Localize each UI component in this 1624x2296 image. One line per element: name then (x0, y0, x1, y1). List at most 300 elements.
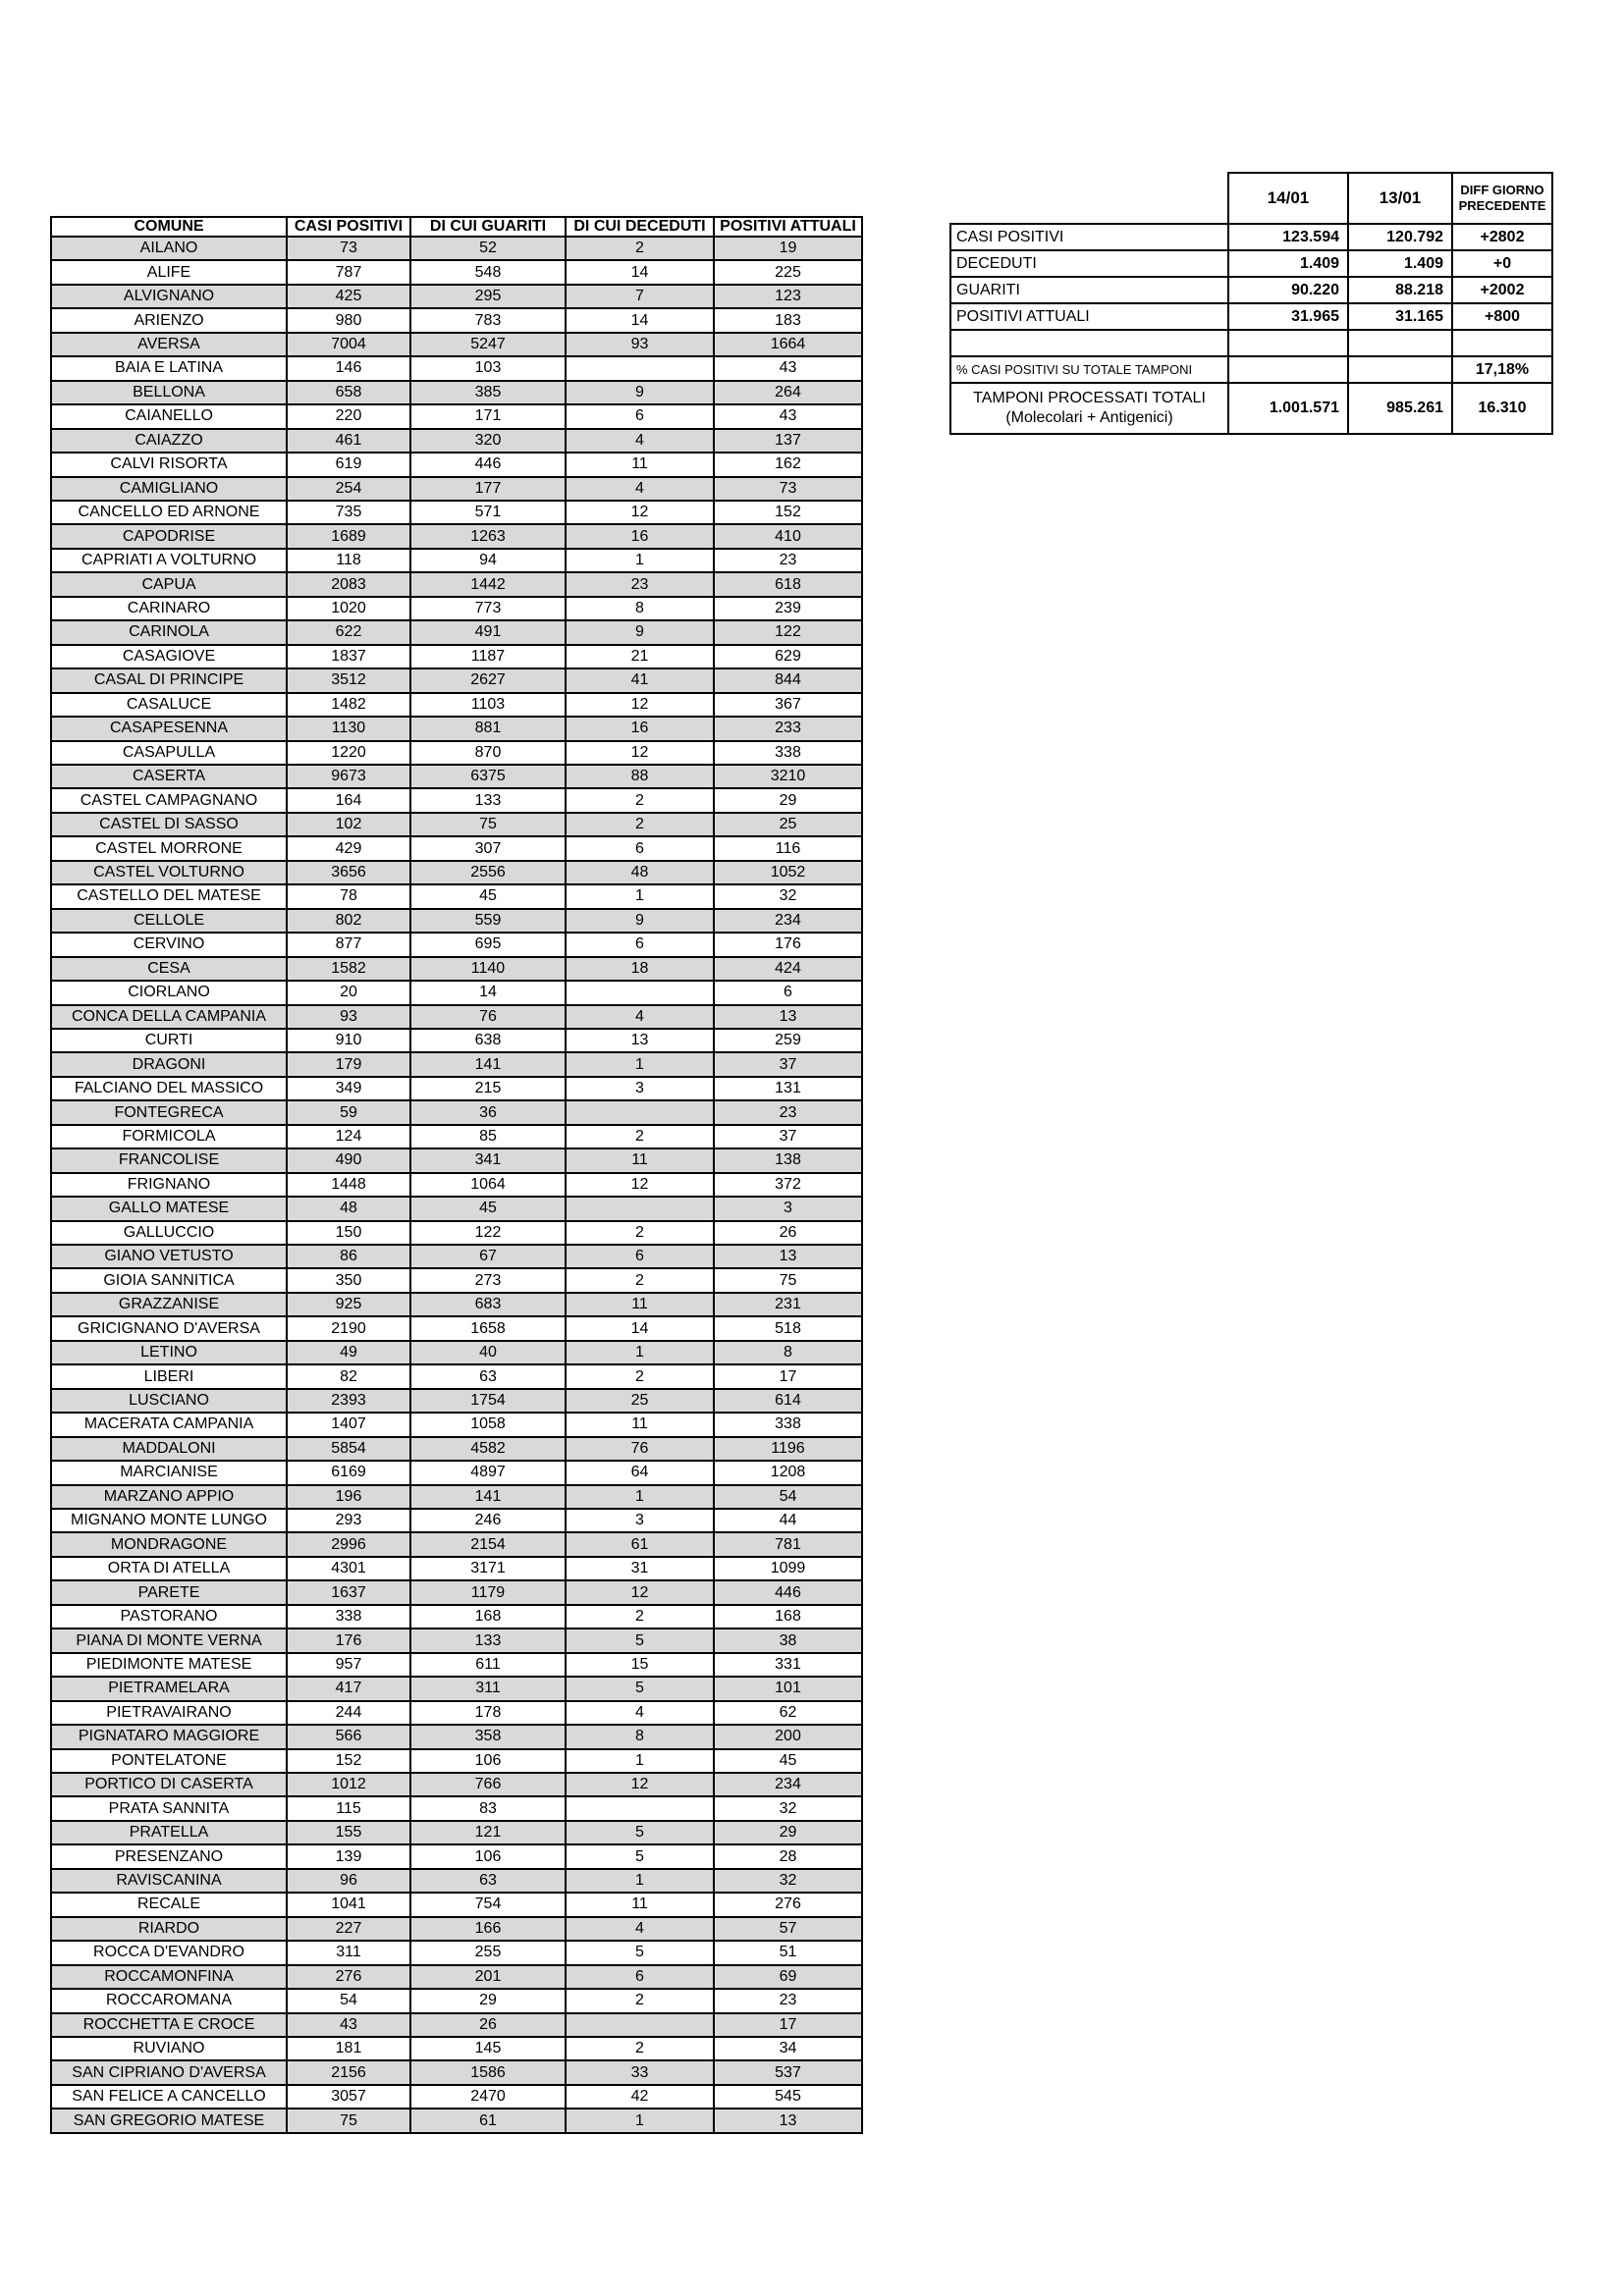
summary-value-14: 1.001.571 (1228, 383, 1348, 434)
cell-comune: CANCELLO ED ARNONE (51, 501, 287, 524)
cell-comune: MARCIANISE (51, 1461, 287, 1484)
table-row (51, 1821, 862, 1844)
cell-di-cui-guariti: 754 (410, 1893, 566, 1916)
cell-positivi-attuali: 231 (714, 1293, 862, 1316)
cell-comune: PIETRAVAIRANO (51, 1701, 287, 1725)
cell-positivi-attuali: 3210 (714, 765, 862, 788)
cell-di-cui-deceduti: 12 (566, 1580, 714, 1604)
cell-casi-positivi: 658 (287, 381, 410, 404)
cell-comune: CASAL DI PRINCIPE (51, 668, 287, 692)
table-row (51, 1893, 862, 1916)
cell-comune: GALLUCCIO (51, 1221, 287, 1245)
cell-di-cui-deceduti: 2 (566, 788, 714, 812)
summary-value-14: 31.965 (1228, 303, 1348, 330)
cell-positivi-attuali: 23 (714, 1100, 862, 1124)
cell-positivi-attuali: 8 (714, 1341, 862, 1364)
cell-di-cui-guariti: 1754 (410, 1389, 566, 1413)
cell-positivi-attuali: 23 (714, 1989, 862, 2012)
table-row (51, 1605, 862, 1629)
cell-comune: ALIFE (51, 260, 287, 284)
cell-comune: FALCIANO DEL MASSICO (51, 1077, 287, 1100)
cell-di-cui-guariti: 2627 (410, 668, 566, 692)
cell-di-cui-deceduti: 41 (566, 668, 714, 692)
cell-di-cui-deceduti: 2 (566, 1125, 714, 1148)
cell-comune: CASTEL MORRONE (51, 836, 287, 860)
cell-di-cui-deceduti: 21 (566, 645, 714, 668)
summary-label-line1: TAMPONI PROCESSATI TOTALI (973, 390, 1206, 406)
cell-di-cui-deceduti: 18 (566, 957, 714, 981)
header-casi-positivi: CASI POSITIVI (287, 217, 410, 237)
cell-di-cui-guariti: 638 (410, 1029, 566, 1052)
cell-casi-positivi: 43 (287, 2013, 410, 2037)
summary-diff-value: +2802 (1452, 224, 1552, 250)
summary-label: % CASI POSITIVI SU TOTALE TAMPONI (950, 356, 1228, 383)
cell-comune: PONTELATONE (51, 1749, 287, 1773)
cell-di-cui-deceduti: 11 (566, 453, 714, 476)
cell-comune: SAN CIPRIANO D'AVERSA (51, 2060, 287, 2084)
table-row (51, 1532, 862, 1556)
summary-diff-value: 17,18% (1452, 356, 1552, 383)
cell-casi-positivi: 152 (287, 1749, 410, 1773)
summary-row-empty (950, 330, 1552, 356)
cell-comune: CASAGIOVE (51, 645, 287, 668)
cell-positivi-attuali: 62 (714, 1701, 862, 1725)
cell-di-cui-deceduti: 11 (566, 1148, 714, 1172)
cell-positivi-attuali: 844 (714, 668, 862, 692)
cell-di-cui-guariti: 548 (410, 260, 566, 284)
cell-di-cui-guariti: 255 (410, 1941, 566, 1964)
cell-casi-positivi: 118 (287, 549, 410, 572)
cell-positivi-attuali: 122 (714, 620, 862, 644)
summary-label: DECEDUTI (950, 250, 1228, 277)
cell-di-cui-guariti: 133 (410, 788, 566, 812)
cell-di-cui-deceduti: 4 (566, 1701, 714, 1725)
cell-positivi-attuali: 75 (714, 1268, 862, 1292)
cell-comune: CARINARO (51, 597, 287, 620)
cell-casi-positivi: 49 (287, 1341, 410, 1364)
summary-date-1: 14/01 (1228, 173, 1348, 224)
cell-di-cui-guariti: 1442 (410, 572, 566, 596)
cell-positivi-attuali: 1664 (714, 333, 862, 356)
empty-cell (950, 330, 1228, 356)
summary-header-row (950, 173, 1552, 224)
cell-casi-positivi: 461 (287, 429, 410, 453)
cell-casi-positivi: 2996 (287, 1532, 410, 1556)
table-row (51, 1869, 862, 1893)
cell-casi-positivi: 417 (287, 1677, 410, 1700)
table-row (51, 957, 862, 981)
cell-comune: CARINOLA (51, 620, 287, 644)
table-row (51, 1844, 862, 1868)
cell-comune: CASAPESENNA (51, 717, 287, 740)
cell-di-cui-guariti: 320 (410, 429, 566, 453)
cell-positivi-attuali: 19 (714, 237, 862, 260)
table-row (51, 741, 862, 765)
cell-di-cui-deceduti: 4 (566, 477, 714, 501)
cell-di-cui-deceduti: 1 (566, 884, 714, 908)
cell-casi-positivi: 139 (287, 1844, 410, 1868)
cell-di-cui-guariti: 29 (410, 1989, 566, 2012)
cell-positivi-attuali: 424 (714, 957, 862, 981)
summary-label: CASI POSITIVI (950, 224, 1228, 250)
cell-comune: PIGNATARO MAGGIORE (51, 1725, 287, 1748)
cell-positivi-attuali: 44 (714, 1509, 862, 1532)
cell-comune: MACERATA CAMPANIA (51, 1413, 287, 1436)
cell-positivi-attuali: 200 (714, 1725, 862, 1748)
cell-comune: CAPUA (51, 572, 287, 596)
table-row (51, 813, 862, 836)
cell-di-cui-guariti: 385 (410, 381, 566, 404)
cell-casi-positivi: 59 (287, 1100, 410, 1124)
header-di-cui-guariti: DI CUI GUARITI (410, 217, 566, 237)
cell-casi-positivi: 54 (287, 1989, 410, 2012)
table-row (51, 453, 862, 476)
cell-casi-positivi: 350 (287, 1268, 410, 1292)
cell-di-cui-guariti: 2556 (410, 861, 566, 884)
cell-comune: GRICIGNANO D'AVERSA (51, 1316, 287, 1340)
cell-comune: PARETE (51, 1580, 287, 1604)
cell-di-cui-deceduti (566, 1197, 714, 1220)
table-row (51, 1389, 862, 1413)
cell-di-cui-guariti: 683 (410, 1293, 566, 1316)
table-row (51, 1268, 862, 1292)
summary-diff-header: DIFF GIORNO PRECEDENTE (1452, 173, 1552, 224)
cell-di-cui-guariti: 52 (410, 237, 566, 260)
cell-positivi-attuali: 43 (714, 356, 862, 380)
cell-comune: LIBERI (51, 1364, 287, 1388)
cell-casi-positivi: 9673 (287, 765, 410, 788)
cell-di-cui-deceduti: 12 (566, 1173, 714, 1197)
cell-casi-positivi: 877 (287, 933, 410, 956)
table-row (51, 356, 862, 380)
cell-di-cui-deceduti: 8 (566, 1725, 714, 1748)
cell-positivi-attuali: 614 (714, 1389, 862, 1413)
cell-comune: SAN GREGORIO MATESE (51, 2109, 287, 2133)
cell-positivi-attuali: 233 (714, 717, 862, 740)
cell-positivi-attuali: 32 (714, 884, 862, 908)
cell-comune: ROCCAROMANA (51, 1989, 287, 2012)
cell-positivi-attuali: 138 (714, 1148, 862, 1172)
cell-di-cui-guariti: 121 (410, 1821, 566, 1844)
summary-date-2: 13/01 (1348, 173, 1452, 224)
cell-di-cui-guariti: 307 (410, 836, 566, 860)
summary-row-guariti (950, 277, 1552, 303)
cell-di-cui-deceduti: 14 (566, 260, 714, 284)
cell-comune: RIARDO (51, 1917, 287, 1941)
cell-di-cui-deceduti: 6 (566, 1965, 714, 1989)
cell-casi-positivi: 3512 (287, 668, 410, 692)
cell-di-cui-guariti: 5247 (410, 333, 566, 356)
table-row (51, 1701, 862, 1725)
table-row (51, 836, 862, 860)
cell-positivi-attuali: 276 (714, 1893, 862, 1916)
cell-positivi-attuali: 372 (714, 1173, 862, 1197)
cell-comune: MONDRAGONE (51, 1532, 287, 1556)
cell-positivi-attuali: 29 (714, 788, 862, 812)
cell-casi-positivi: 75 (287, 2109, 410, 2133)
cell-di-cui-guariti: 122 (410, 1221, 566, 1245)
cell-positivi-attuali: 3 (714, 1197, 862, 1220)
summary-label: GUARITI (950, 277, 1228, 303)
cell-comune: CAMIGLIANO (51, 477, 287, 501)
cell-comune: CONCA DELLA CAMPANIA (51, 1005, 287, 1029)
table-row (51, 1653, 862, 1677)
summary-diff-value: +2002 (1452, 277, 1552, 303)
cell-casi-positivi: 244 (287, 1701, 410, 1725)
summary-value-13: 120.792 (1348, 224, 1452, 250)
table-row (51, 1245, 862, 1268)
table-row (51, 1461, 862, 1484)
cell-di-cui-guariti: 215 (410, 1077, 566, 1100)
cell-di-cui-deceduti: 1 (566, 1052, 714, 1076)
cell-comune: FONTEGRECA (51, 1100, 287, 1124)
cell-di-cui-deceduti: 48 (566, 861, 714, 884)
cell-casi-positivi: 276 (287, 1965, 410, 1989)
cell-di-cui-guariti: 611 (410, 1653, 566, 1677)
cell-comune: CIORLANO (51, 981, 287, 1004)
cell-di-cui-guariti: 1058 (410, 1413, 566, 1436)
table-row (51, 1341, 862, 1364)
cell-comune: PRATA SANNITA (51, 1796, 287, 1820)
cell-di-cui-deceduti: 42 (566, 2085, 714, 2109)
cell-di-cui-guariti: 45 (410, 1197, 566, 1220)
cell-positivi-attuali: 32 (714, 1869, 862, 1893)
cell-di-cui-deceduti (566, 356, 714, 380)
cell-comune: PIANA DI MONTE VERNA (51, 1629, 287, 1652)
cell-di-cui-deceduti: 5 (566, 1844, 714, 1868)
cell-di-cui-guariti: 26 (410, 2013, 566, 2037)
table-row (51, 1629, 862, 1652)
cell-di-cui-guariti: 358 (410, 1725, 566, 1748)
cell-di-cui-guariti: 311 (410, 1677, 566, 1700)
cell-positivi-attuali: 17 (714, 2013, 862, 2037)
cell-di-cui-guariti: 141 (410, 1052, 566, 1076)
cell-di-cui-guariti: 1103 (410, 693, 566, 717)
cell-di-cui-guariti: 75 (410, 813, 566, 836)
cell-positivi-attuali: 43 (714, 404, 862, 428)
cell-casi-positivi: 490 (287, 1148, 410, 1172)
cell-positivi-attuali: 1099 (714, 1557, 862, 1580)
cell-casi-positivi: 179 (287, 1052, 410, 1076)
cell-di-cui-deceduti: 2 (566, 1605, 714, 1629)
cell-di-cui-guariti: 1064 (410, 1173, 566, 1197)
cell-di-cui-deceduti: 5 (566, 1629, 714, 1652)
cell-comune: DRAGONI (51, 1052, 287, 1076)
cell-positivi-attuali: 1196 (714, 1437, 862, 1461)
cell-positivi-attuali: 37 (714, 1125, 862, 1148)
cell-positivi-attuali: 338 (714, 741, 862, 765)
cell-di-cui-deceduti: 64 (566, 1461, 714, 1484)
summary-value-13: 31.165 (1348, 303, 1452, 330)
cell-di-cui-guariti: 1586 (410, 2060, 566, 2084)
summary-row-casi-positivi (950, 224, 1552, 250)
cell-casi-positivi: 96 (287, 1869, 410, 1893)
cell-casi-positivi: 155 (287, 1821, 410, 1844)
cell-comune: GIOIA SANNITICA (51, 1268, 287, 1292)
cell-casi-positivi: 6169 (287, 1461, 410, 1484)
cell-positivi-attuali: 38 (714, 1629, 862, 1652)
empty-cell (1228, 356, 1348, 383)
cell-di-cui-guariti: 145 (410, 2037, 566, 2060)
cell-positivi-attuali: 234 (714, 1773, 862, 1796)
cell-di-cui-deceduti: 11 (566, 1293, 714, 1316)
table-row (51, 381, 862, 404)
table-row (51, 285, 862, 308)
cell-di-cui-guariti: 783 (410, 308, 566, 332)
cell-casi-positivi: 425 (287, 285, 410, 308)
cell-comune: CAPODRISE (51, 524, 287, 548)
cell-casi-positivi: 1837 (287, 645, 410, 668)
table-row (51, 404, 862, 428)
cell-casi-positivi: 124 (287, 1125, 410, 1148)
summary-row-deceduti (950, 250, 1552, 277)
cell-di-cui-deceduti: 33 (566, 2060, 714, 2084)
cell-positivi-attuali: 367 (714, 693, 862, 717)
cell-di-cui-deceduti: 31 (566, 1557, 714, 1580)
table-row (51, 668, 862, 692)
cell-di-cui-guariti: 94 (410, 549, 566, 572)
table-row (51, 1725, 862, 1748)
cell-di-cui-deceduti: 16 (566, 524, 714, 548)
table-row (51, 717, 862, 740)
cell-di-cui-deceduti: 61 (566, 1532, 714, 1556)
table-row (51, 2013, 862, 2037)
table-row (51, 1965, 862, 1989)
empty-cell (1348, 330, 1452, 356)
cell-di-cui-guariti: 106 (410, 1749, 566, 1773)
cell-di-cui-deceduti: 5 (566, 1821, 714, 1844)
cell-casi-positivi: 78 (287, 884, 410, 908)
cell-positivi-attuali: 518 (714, 1316, 862, 1340)
cell-di-cui-guariti: 61 (410, 2109, 566, 2133)
summary-label (950, 383, 1228, 434)
cell-di-cui-deceduti: 11 (566, 1893, 714, 1916)
cell-comune: GALLO MATESE (51, 1197, 287, 1220)
cell-casi-positivi: 2156 (287, 2060, 410, 2084)
cell-comune: CASAPULLA (51, 741, 287, 765)
cell-positivi-attuali: 29 (714, 1821, 862, 1844)
cell-positivi-attuali: 51 (714, 1941, 862, 1964)
cell-di-cui-deceduti: 2 (566, 1364, 714, 1388)
cell-di-cui-guariti: 63 (410, 1869, 566, 1893)
cell-di-cui-guariti: 40 (410, 1341, 566, 1364)
cell-di-cui-deceduti: 2 (566, 237, 714, 260)
cell-casi-positivi: 566 (287, 1725, 410, 1748)
cell-di-cui-deceduti: 4 (566, 429, 714, 453)
table-row (51, 1557, 862, 1580)
cell-positivi-attuali: 1208 (714, 1461, 862, 1484)
cell-casi-positivi: 115 (287, 1796, 410, 1820)
cell-positivi-attuali: 446 (714, 1580, 862, 1604)
cell-di-cui-guariti: 295 (410, 285, 566, 308)
cell-casi-positivi: 164 (287, 788, 410, 812)
cell-casi-positivi: 181 (287, 2037, 410, 2060)
cell-positivi-attuali: 69 (714, 1965, 862, 1989)
cell-di-cui-guariti: 83 (410, 1796, 566, 1820)
table-row (51, 1509, 862, 1532)
cell-di-cui-deceduti: 88 (566, 765, 714, 788)
table-row (51, 933, 862, 956)
cell-comune: ROCCHETTA E CROCE (51, 2013, 287, 2037)
cell-positivi-attuali: 45 (714, 1749, 862, 1773)
cell-di-cui-deceduti: 3 (566, 1509, 714, 1532)
cell-positivi-attuali: 162 (714, 453, 862, 476)
cell-comune: CASALUCE (51, 693, 287, 717)
cell-di-cui-deceduti: 13 (566, 1029, 714, 1052)
cell-casi-positivi: 619 (287, 453, 410, 476)
cell-comune: MIGNANO MONTE LUNGO (51, 1509, 287, 1532)
cell-di-cui-guariti: 133 (410, 1629, 566, 1652)
cell-di-cui-deceduti: 11 (566, 1413, 714, 1436)
cell-di-cui-deceduti: 2 (566, 813, 714, 836)
table-row (51, 2037, 862, 2060)
cell-comune: CASTEL CAMPAGNANO (51, 788, 287, 812)
cell-di-cui-deceduti: 12 (566, 501, 714, 524)
table-row (51, 2109, 862, 2133)
cell-di-cui-guariti: 695 (410, 933, 566, 956)
cell-di-cui-guariti: 341 (410, 1148, 566, 1172)
table-row (51, 501, 862, 524)
cell-di-cui-deceduti: 1 (566, 549, 714, 572)
cell-positivi-attuali: 17 (714, 1364, 862, 1388)
cell-positivi-attuali: 239 (714, 597, 862, 620)
summary-diff-value: +0 (1452, 250, 1552, 277)
cell-di-cui-deceduti (566, 2013, 714, 2037)
cell-positivi-attuali: 73 (714, 477, 862, 501)
cell-comune: RECALE (51, 1893, 287, 1916)
cell-di-cui-guariti: 36 (410, 1100, 566, 1124)
table-row (51, 1221, 862, 1245)
summary-row-perc-tamponi (950, 356, 1552, 383)
table-row (51, 2060, 862, 2084)
cell-positivi-attuali: 225 (714, 260, 862, 284)
header-di-cui-deceduti: DI CUI DECEDUTI (566, 217, 714, 237)
comuni-table-body (51, 237, 862, 2133)
table-row (51, 549, 862, 572)
cell-di-cui-deceduti: 9 (566, 909, 714, 933)
table-row (51, 308, 862, 332)
cell-positivi-attuali: 101 (714, 1677, 862, 1700)
cell-positivi-attuali: 123 (714, 285, 862, 308)
cell-comune: ROCCAMONFINA (51, 1965, 287, 1989)
table-row (51, 1005, 862, 1029)
cell-casi-positivi: 176 (287, 1629, 410, 1652)
cell-di-cui-deceduti: 5 (566, 1677, 714, 1700)
cell-casi-positivi: 196 (287, 1485, 410, 1509)
cell-di-cui-guariti: 171 (410, 404, 566, 428)
cell-casi-positivi: 1689 (287, 524, 410, 548)
table-row (51, 1077, 862, 1100)
cell-di-cui-deceduti: 4 (566, 1005, 714, 1029)
cell-positivi-attuali: 34 (714, 2037, 862, 2060)
cell-di-cui-deceduti (566, 1796, 714, 1820)
summary-value-14: 1.409 (1228, 250, 1348, 277)
cell-comune: PIEDIMONTE MATESE (51, 1653, 287, 1677)
cell-casi-positivi: 1582 (287, 957, 410, 981)
cell-positivi-attuali: 54 (714, 1485, 862, 1509)
cell-casi-positivi: 2083 (287, 572, 410, 596)
cell-positivi-attuali: 331 (714, 1653, 862, 1677)
cell-di-cui-guariti: 559 (410, 909, 566, 933)
cell-casi-positivi: 2190 (287, 1316, 410, 1340)
cell-casi-positivi: 3656 (287, 861, 410, 884)
cell-di-cui-guariti: 1658 (410, 1316, 566, 1340)
table-row (51, 1293, 862, 1316)
summary-row-positivi-attuali (950, 303, 1552, 330)
cell-comune: CURTI (51, 1029, 287, 1052)
cell-di-cui-guariti: 2154 (410, 1532, 566, 1556)
cell-comune: ROCCA D'EVANDRO (51, 1941, 287, 1964)
